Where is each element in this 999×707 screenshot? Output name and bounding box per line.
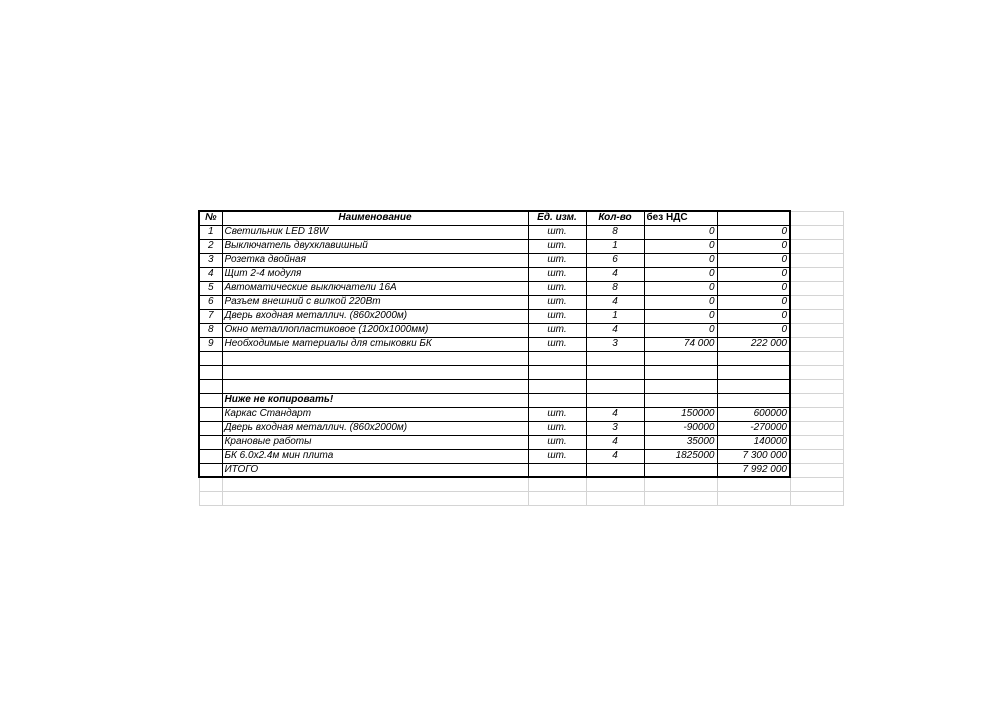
empty-cell[interactable] (717, 351, 790, 365)
empty-cell[interactable] (528, 491, 586, 505)
empty-cell[interactable] (790, 225, 843, 239)
empty-cell[interactable] (644, 463, 717, 477)
row-num[interactable]: 1 (199, 225, 222, 239)
empty-cell[interactable] (199, 379, 222, 393)
empty-cell[interactable] (790, 323, 843, 337)
row-unit[interactable]: шт. (528, 421, 586, 435)
empty-cell[interactable] (790, 295, 843, 309)
row-total[interactable]: 140000 (717, 435, 790, 449)
row-total[interactable]: 0 (717, 281, 790, 295)
grid-row (199, 477, 843, 491)
empty-cell[interactable] (790, 267, 843, 281)
total-value[interactable]: 7 992 000 (717, 463, 790, 477)
row-total[interactable]: -270000 (717, 421, 790, 435)
empty-cell[interactable] (790, 491, 843, 505)
empty-cell[interactable] (644, 393, 717, 407)
empty-cell[interactable] (586, 365, 644, 379)
empty-cell[interactable] (528, 379, 586, 393)
row-total[interactable]: 0 (717, 239, 790, 253)
empty-cell[interactable] (790, 407, 843, 421)
row-price[interactable]: 0 (644, 295, 717, 309)
table-row (199, 337, 843, 351)
spreadsheet (198, 210, 842, 506)
row-num[interactable]: 3 (199, 253, 222, 267)
empty-cell[interactable] (199, 491, 222, 505)
table-row (199, 225, 843, 239)
row-unit[interactable]: шт. (528, 239, 586, 253)
estimate-table (198, 210, 844, 506)
row-price[interactable]: 150000 (644, 407, 717, 421)
empty-cell[interactable] (199, 393, 222, 407)
empty-cell[interactable] (586, 491, 644, 505)
empty-cell[interactable] (222, 351, 528, 365)
row-price[interactable]: 0 (644, 309, 717, 323)
empty-cell[interactable] (199, 407, 222, 421)
row-total[interactable]: 222 000 (717, 337, 790, 351)
empty-cell[interactable] (790, 379, 843, 393)
empty-cell[interactable] (790, 365, 843, 379)
header-row (199, 211, 843, 225)
row-total[interactable]: 0 (717, 267, 790, 281)
row-unit[interactable]: шт. (528, 225, 586, 239)
table-row (199, 281, 843, 295)
empty-cell[interactable] (790, 435, 843, 449)
empty-cell[interactable] (199, 435, 222, 449)
total-label[interactable]: ИТОГО (222, 463, 528, 477)
row-unit[interactable]: шт. (528, 449, 586, 463)
empty-cell[interactable] (528, 351, 586, 365)
empty-cell[interactable] (717, 477, 790, 491)
row-qty[interactable]: 1 (586, 239, 644, 253)
empty-cell[interactable] (644, 477, 717, 491)
table-row (199, 323, 843, 337)
total-row (199, 463, 843, 477)
row-qty[interactable]: 4 (586, 449, 644, 463)
empty-cell[interactable] (528, 393, 586, 407)
row-num[interactable]: 4 (199, 267, 222, 281)
empty-cell[interactable] (790, 281, 843, 295)
row-name[interactable]: Дверь входная металлич. (860х2000м) (222, 309, 528, 323)
header-num[interactable]: № (199, 211, 222, 225)
empty-cell[interactable] (790, 239, 843, 253)
table-row (199, 239, 843, 253)
empty-row (199, 351, 843, 365)
empty-cell[interactable] (199, 449, 222, 463)
row-qty[interactable]: 3 (586, 337, 644, 351)
row-qty[interactable]: 4 (586, 295, 644, 309)
row-name[interactable]: Щит 2-4 модуля (222, 267, 528, 281)
header-qty[interactable]: Кол-во (586, 211, 644, 225)
row-num[interactable]: 8 (199, 323, 222, 337)
row-num[interactable]: 2 (199, 239, 222, 253)
table-row (199, 295, 843, 309)
empty-cell[interactable] (586, 379, 644, 393)
row-num[interactable]: 9 (199, 337, 222, 351)
row-price[interactable]: 1825000 (644, 449, 717, 463)
empty-cell[interactable] (717, 491, 790, 505)
section-title[interactable]: Ниже не копировать! (222, 393, 528, 407)
row-qty[interactable]: 3 (586, 421, 644, 435)
row-qty[interactable]: 6 (586, 253, 644, 267)
empty-cell[interactable] (199, 365, 222, 379)
row-name[interactable]: Разъем внешний с вилкой 220Вт (222, 295, 528, 309)
empty-cell[interactable] (790, 211, 843, 225)
row-total[interactable]: 0 (717, 323, 790, 337)
row-total[interactable]: 600000 (717, 407, 790, 421)
table-row (199, 421, 843, 435)
row-price[interactable]: 0 (644, 267, 717, 281)
row-total[interactable]: 7 300 000 (717, 449, 790, 463)
empty-cell[interactable] (586, 393, 644, 407)
header-unit[interactable]: Ед. изм. (528, 211, 586, 225)
row-unit[interactable]: шт. (528, 253, 586, 267)
empty-cell[interactable] (790, 477, 843, 491)
empty-cell[interactable] (790, 337, 843, 351)
row-unit[interactable]: шт. (528, 435, 586, 449)
empty-cell[interactable] (790, 421, 843, 435)
table-row (199, 267, 843, 281)
row-qty[interactable]: 4 (586, 407, 644, 421)
empty-cell[interactable] (717, 365, 790, 379)
row-price[interactable]: 0 (644, 239, 717, 253)
empty-cell[interactable] (644, 379, 717, 393)
row-name[interactable]: Выключатель двухклавишный (222, 239, 528, 253)
row-unit[interactable]: шт. (528, 323, 586, 337)
row-unit[interactable]: шт. (528, 407, 586, 421)
empty-cell[interactable] (222, 491, 528, 505)
row-qty[interactable]: 1 (586, 309, 644, 323)
empty-cell[interactable] (199, 463, 222, 477)
row-name[interactable]: Необходимые материалы для стыковки БК (222, 337, 528, 351)
row-num[interactable]: 6 (199, 295, 222, 309)
empty-cell[interactable] (644, 351, 717, 365)
empty-cell[interactable] (199, 351, 222, 365)
empty-cell[interactable] (222, 477, 528, 491)
empty-cell[interactable] (586, 351, 644, 365)
header-total[interactable] (717, 211, 790, 225)
empty-cell[interactable] (644, 365, 717, 379)
row-name[interactable]: Каркас Стандарт (222, 407, 528, 421)
empty-cell[interactable] (528, 463, 586, 477)
row-unit[interactable]: шт. (528, 295, 586, 309)
row-price[interactable]: 0 (644, 225, 717, 239)
row-num[interactable]: 5 (199, 281, 222, 295)
row-price[interactable]: 35000 (644, 435, 717, 449)
row-qty[interactable]: 8 (586, 225, 644, 239)
row-name[interactable]: Дверь входная металлич. (860х2000м) (222, 421, 528, 435)
row-total[interactable]: 0 (717, 295, 790, 309)
row-qty[interactable]: 4 (586, 267, 644, 281)
row-name[interactable]: БК 6.0х2.4м мин плита (222, 449, 528, 463)
row-name[interactable]: Светильник LED 18W (222, 225, 528, 239)
row-price[interactable]: 74 000 (644, 337, 717, 351)
row-total[interactable]: 0 (717, 253, 790, 267)
table-row (199, 309, 843, 323)
empty-cell[interactable] (528, 477, 586, 491)
empty-row (199, 365, 843, 379)
empty-cell[interactable] (222, 365, 528, 379)
empty-cell[interactable] (528, 365, 586, 379)
row-name[interactable]: Окно металлопластиковое (1200х1000мм) (222, 323, 528, 337)
empty-cell[interactable] (644, 491, 717, 505)
empty-cell[interactable] (790, 449, 843, 463)
empty-cell[interactable] (790, 393, 843, 407)
header-price[interactable]: без НДС (644, 211, 717, 225)
row-qty[interactable]: 4 (586, 323, 644, 337)
table-row (199, 449, 843, 463)
empty-row (199, 379, 843, 393)
empty-cell[interactable] (790, 463, 843, 477)
empty-cell[interactable] (790, 253, 843, 267)
row-price[interactable]: 0 (644, 253, 717, 267)
section-row (199, 393, 843, 407)
row-qty[interactable]: 4 (586, 435, 644, 449)
grid-row (199, 491, 843, 505)
header-name[interactable]: Наименование (222, 211, 528, 225)
empty-cell[interactable] (222, 379, 528, 393)
row-price[interactable]: -90000 (644, 421, 717, 435)
row-total[interactable]: 0 (717, 225, 790, 239)
empty-cell[interactable] (199, 421, 222, 435)
row-name[interactable]: Розетка двойная (222, 253, 528, 267)
empty-cell[interactable] (790, 351, 843, 365)
empty-cell[interactable] (717, 393, 790, 407)
table-row (199, 435, 843, 449)
row-unit[interactable]: шт. (528, 337, 586, 351)
table-row (199, 253, 843, 267)
row-price[interactable]: 0 (644, 323, 717, 337)
row-total[interactable]: 0 (717, 309, 790, 323)
row-price[interactable]: 0 (644, 281, 717, 295)
row-qty[interactable]: 8 (586, 281, 644, 295)
empty-cell[interactable] (199, 477, 222, 491)
empty-cell[interactable] (586, 477, 644, 491)
row-name[interactable]: Автоматические выключатели 16А (222, 281, 528, 295)
row-num[interactable]: 7 (199, 309, 222, 323)
empty-cell[interactable] (717, 379, 790, 393)
row-unit[interactable]: шт. (528, 267, 586, 281)
empty-cell[interactable] (790, 309, 843, 323)
empty-cell[interactable] (586, 463, 644, 477)
row-name[interactable]: Крановые работы (222, 435, 528, 449)
row-unit[interactable]: шт. (528, 309, 586, 323)
row-unit[interactable]: шт. (528, 281, 586, 295)
table-row (199, 407, 843, 421)
